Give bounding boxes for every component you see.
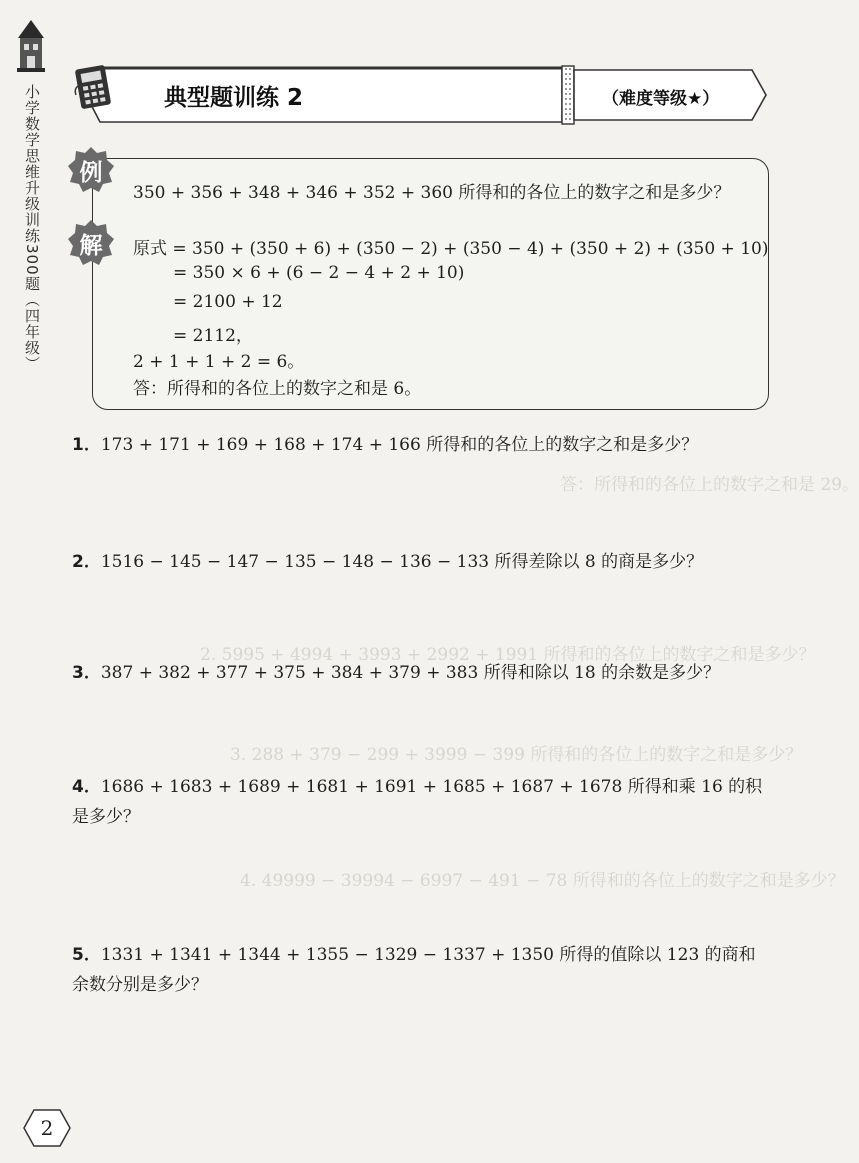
problem-item: [72, 658, 772, 688]
page-number: [22, 1108, 72, 1148]
bleed-through-text: 3. 288 + 379 − 299 + 3999 − 399 所得和的各位上的数字之和是多少？: [230, 745, 803, 765]
problem-number: 2．: [72, 552, 101, 572]
solution-answer: 答：所得和的各位上的数字之和是 6。: [133, 379, 422, 399]
problem-item: [72, 940, 772, 1000]
spine-title: 小学数学思维升级训练300题（四年级）: [23, 84, 41, 372]
solution-line: 2 + 1 + 1 + 2 = 6。: [133, 352, 305, 372]
problem-item: [72, 547, 772, 577]
solution-line: = 2100 + 12: [173, 292, 283, 312]
solution-badge-label: 解: [79, 232, 103, 259]
page-number-label: 2: [40, 1116, 54, 1140]
example-badge-label: 例: [79, 159, 103, 186]
problem-text: 1686 + 1683 + 1689 + 1681 + 1691 + 1685 + 1687 + 1678 所得和乘 16 的积是多少？: [72, 777, 763, 827]
problem-number: 4．: [72, 777, 101, 797]
solution-line: = 350 × 6 + (6 − 2 − 4 + 2 + 10): [173, 263, 465, 283]
problem-text: 173 + 171 + 169 + 168 + 174 + 166 所得和的各位上的数字之和是多少？: [100, 435, 699, 455]
calculator-icon: [72, 64, 118, 110]
bleed-through-text: 4. 49999 − 39994 − 6997 − 491 − 78 所得和的各位上的数字之和是多少？: [240, 871, 845, 891]
section-title: 典型题训练 2: [164, 85, 304, 111]
problem-item: [72, 430, 772, 460]
problem-text: 1516 − 145 − 147 − 135 − 148 − 136 − 133 所得差除以 8 的商是多少？: [100, 552, 704, 572]
problem-item: [72, 772, 772, 832]
solution-line: 原式 = 350 + (350 + 6) + (350 − 2) + (350 − 4) + (350 + 2) + (350 + 10): [133, 239, 769, 259]
school-building-icon: [14, 18, 48, 74]
example-badge: [66, 145, 116, 195]
problem-text: 387 + 382 + 377 + 375 + 384 + 379 + 383 所得和除以 18 的余数是多少？: [100, 663, 721, 683]
problem-number: 5．: [72, 945, 101, 965]
bleed-through-text: 2. 5995 + 4994 + 3993 + 2992 + 1991 所得和的各位上的数字之和是多少？: [200, 645, 816, 665]
bleed-through-text: 答：所得和的各位上的数字之和是 29。: [560, 475, 859, 495]
solution-line: = 2112，: [173, 326, 253, 346]
problem-number: 1．: [72, 435, 101, 455]
section-banner: [72, 64, 772, 126]
problem-number: 3．: [72, 663, 101, 683]
difficulty-label: （难度等级★）: [602, 89, 720, 109]
example-question: 350 + 356 + 348 + 346 + 352 + 360 所得和的各位上的数字之和是多少？: [133, 183, 731, 203]
solution-badge: [66, 218, 116, 268]
problem-text: 1331 + 1341 + 1344 + 1355 − 1329 − 1337 + 1350 所得的值除以 123 的商和余数分别是多少？: [72, 945, 756, 995]
